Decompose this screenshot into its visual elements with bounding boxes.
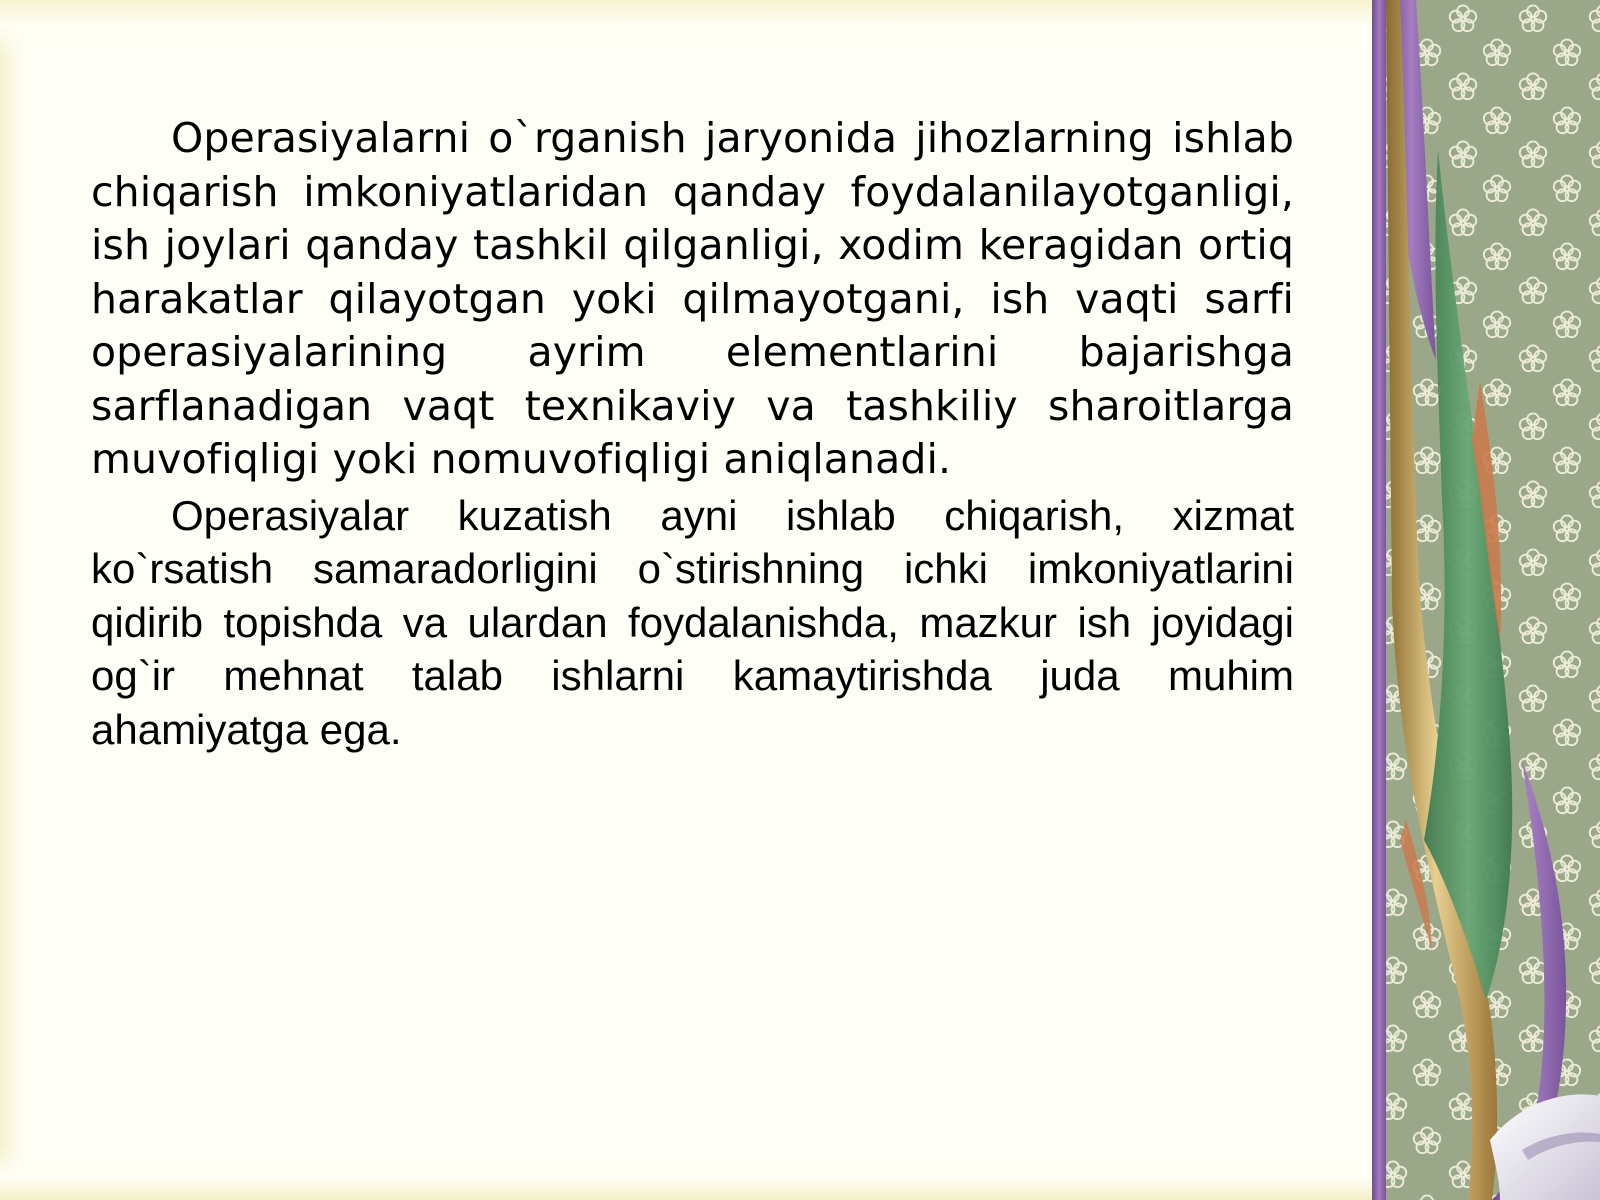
decorative-ribbon-border	[1372, 0, 1600, 1200]
paragraph-1: Operasiyalarni o`rganish jaryonida jihozlarning ishlab chiqarish imkoniyatlaridan qanday foydalanilayotganligi, ish joylari qanday tashkil qilganligi, xodim keragidan ortiq harakatlar qilayotgan yoki qilmayotgani, ish vaqti sarfi operasiyalarining ayrim elementlarini bajarishga sarflanadigan vaqt texnikaviy va tashkiliy sharoitlarga muvofiqligi yoki nomuvofiqligi aniqlanadi.	[91, 114, 1294, 483]
slide-body-text	[91, 112, 1294, 756]
paragraph-2: Operasiyalar kuzatish ayni ishlab chiqarish, xizmat ko`rsatish samaradorligini o`stirishning ichki imkoniyatlarini qidirib topishda va ulardan foydalanishda, mazkur ish joyidagi og`ir mehnat talab ishlarni kamaytirishda juda muhim ahamiyatga ega.	[91, 491, 1294, 753]
purple-edge-strip	[1372, 0, 1386, 1200]
